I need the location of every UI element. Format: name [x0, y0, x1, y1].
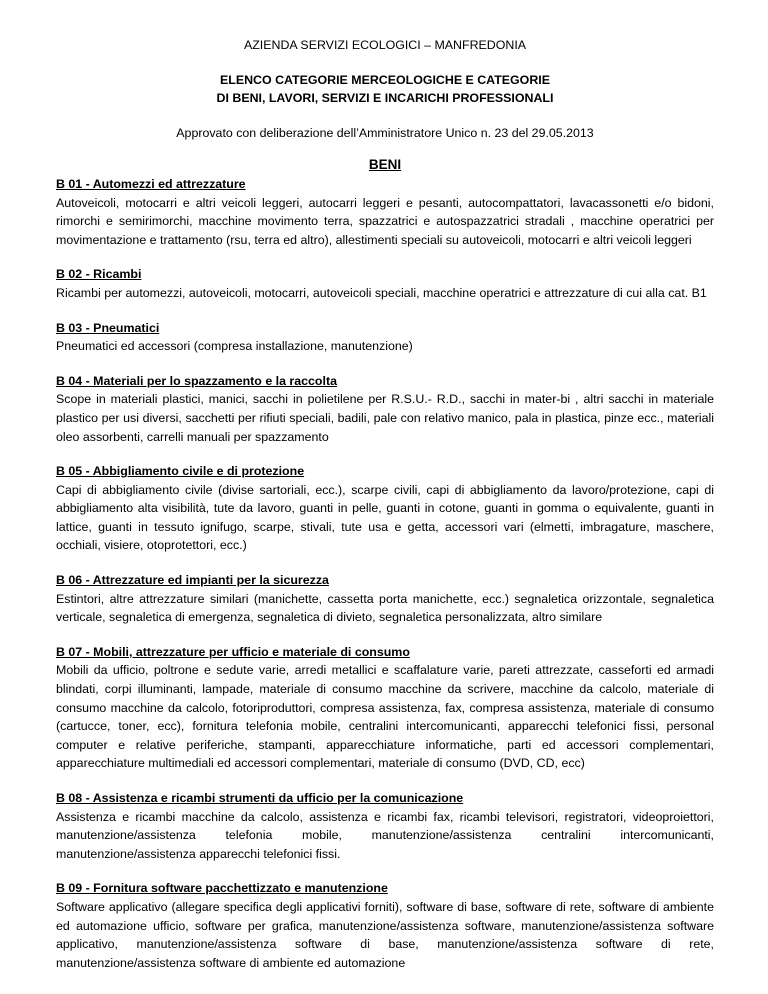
category-title: B 05 - Abbigliamento civile e di protezione [56, 464, 305, 479]
category-description: Ricambi per automezzi, autoveicoli, motocarri, autoveicoli speciali, macchine operatrici e attrezzature di cui alla cat. B1 [56, 285, 707, 300]
category-title: B 02 - Ricambi [56, 267, 142, 282]
category-title: B 09 - Fornitura software pacchettizzato e manutenzione [56, 881, 388, 896]
category-item [56, 879, 714, 972]
section-title: BENI [368, 157, 402, 173]
category-description: Mobili da ufficio, poltrone e sedute varie, arredi metallici e scaffalature varie, pareti attrezzate, casseforti ed armadi blindati, corpi illuminanti, lampade, materiale di consumo macchine da scrivere, macchine da calcolo, materiale di consumo macchine da calcolo, fotoriproduttori, compresa assistenza, fax, compresa assistenza, materiale di consumo (cartucce, toner, ecc), fornitura telefonia mobile, centralini intercomunicanti, apparecchi telefonici fissi, personal computer e relative periferiche, stampanti, apparecchiature informatiche, parti ed accessori complementari, apparecchiature multimediali ed accessori complementari, materiale di consumo (DVD, CD, ecc) [56, 663, 714, 771]
document-title-line-1: ELENCO CATEGORIE MERCEOLOGICHE E CATEGORIE [220, 72, 550, 87]
document-page [56, 36, 714, 988]
category-title: B 03 - Pneumatici [56, 320, 160, 335]
category-title: B 08 - Assistenza e ricambi strumenti da ufficio per la comunicazione [56, 791, 464, 805]
category-description: Scope in materiali plastici, manici, sacchi in polietilene per R.S.U.- R.D., sacchi in mater-bi , altri sacchi in materiale plastico per usi diversi, sacchetti per rifiuti speciali, badili, pale con relativo manico, pala in plastica, pinze ecc., materiali oleo assorbenti, carrelli manuali per spazzamento [56, 392, 714, 444]
category-item [56, 462, 714, 555]
document-title [56, 71, 714, 108]
category-item [56, 571, 714, 627]
category-title: B 04 - Materiali per lo spazzamento e la raccolta [56, 373, 337, 388]
category-description: Estintori, altre attrezzature similari (manichette, cassetta porta manichette, ecc.) segnaletica orizzontale, segnaletica verticale, segnaletica di emergenza, segnaletica di divieto, segnaletica personalizzata, altro similare [56, 591, 714, 625]
category-item [56, 789, 714, 863]
category-description: Pneumatici ed accessori (compresa installazione, manutenzione) [56, 339, 413, 354]
category-description: Software applicativo (allegare specifica degli applicativi forniti), software di base, software di rete, software di ambiente ed automazione ufficio, software per grafica, manutenzione/assistenza software, manutenzione/assistenza software applicativo, manutenzione/assistenza software di base, manutenzione/assistenza software di rete, manutenzione/assistenza software di ambiente ed automazione [56, 899, 714, 970]
category-item [56, 372, 714, 446]
category-title: B 01 - Automezzi ed attrezzature [56, 176, 246, 191]
category-description: Assistenza e ricambi macchine da calcolo, assistenza e ricambi fax, ricambi televisori, registratori, videoproiettori, manutenzione/assistenza telefonia mobile, manutenzione/assistenza centralini intercomunicanti, manutenzione/assistenza apparecchi telefonici fissi. [56, 809, 714, 861]
category-title: B 07 - Mobili, attrezzature per ufficio e materiale di consumo [56, 644, 410, 659]
category-description: Capi di abbigliamento civile (divise sartoriali, ecc.), scarpe civili, capi di abbigliamento da lavoro/protezione, capi di abbigliamento alta visibilità, tute da lavoro, guanti in pelle, guanti in cotone, guanti in gomma o equivalente, guanti in lattice, guanti in tessuto ignifugo, scarpe, stivali, tute usa e getta, accessori vari (elmetti, imbragature, maschere, occhiali, visiere, otoprotettori, ecc.) [56, 482, 714, 553]
category-item [56, 175, 714, 249]
organization-name: AZIENDA SERVIZI ECOLOGICI – MANFREDONIA [243, 38, 527, 52]
category-title: B 06 - Attrezzature ed impianti per la sicurezza [56, 573, 329, 588]
document-title-line-2: DI BENI, LAVORI, SERVIZI E INCARICHI PROFESSIONALI [216, 91, 554, 106]
approval-note: Approvato con deliberazione dell’Amministratore Unico n. 23 del 29.05.2013 [176, 125, 594, 140]
category-item [56, 319, 714, 356]
category-item [56, 643, 714, 773]
category-description: Autoveicoli, motocarri e altri veicoli leggeri, autocarri leggeri e pesanti, autocompattatori, lavacassonetti e/o bidoni, rimorchi e semirimorchi, macchine movimento terra, spazzatrici e autospazzatrici stradali , macchine operatrici per movimentazione e trattamento (rsu, terra ed altro), allestimenti speciali su autoveicoli, motocarri e altri veicoli leggeri [56, 195, 714, 247]
category-item [56, 265, 714, 302]
